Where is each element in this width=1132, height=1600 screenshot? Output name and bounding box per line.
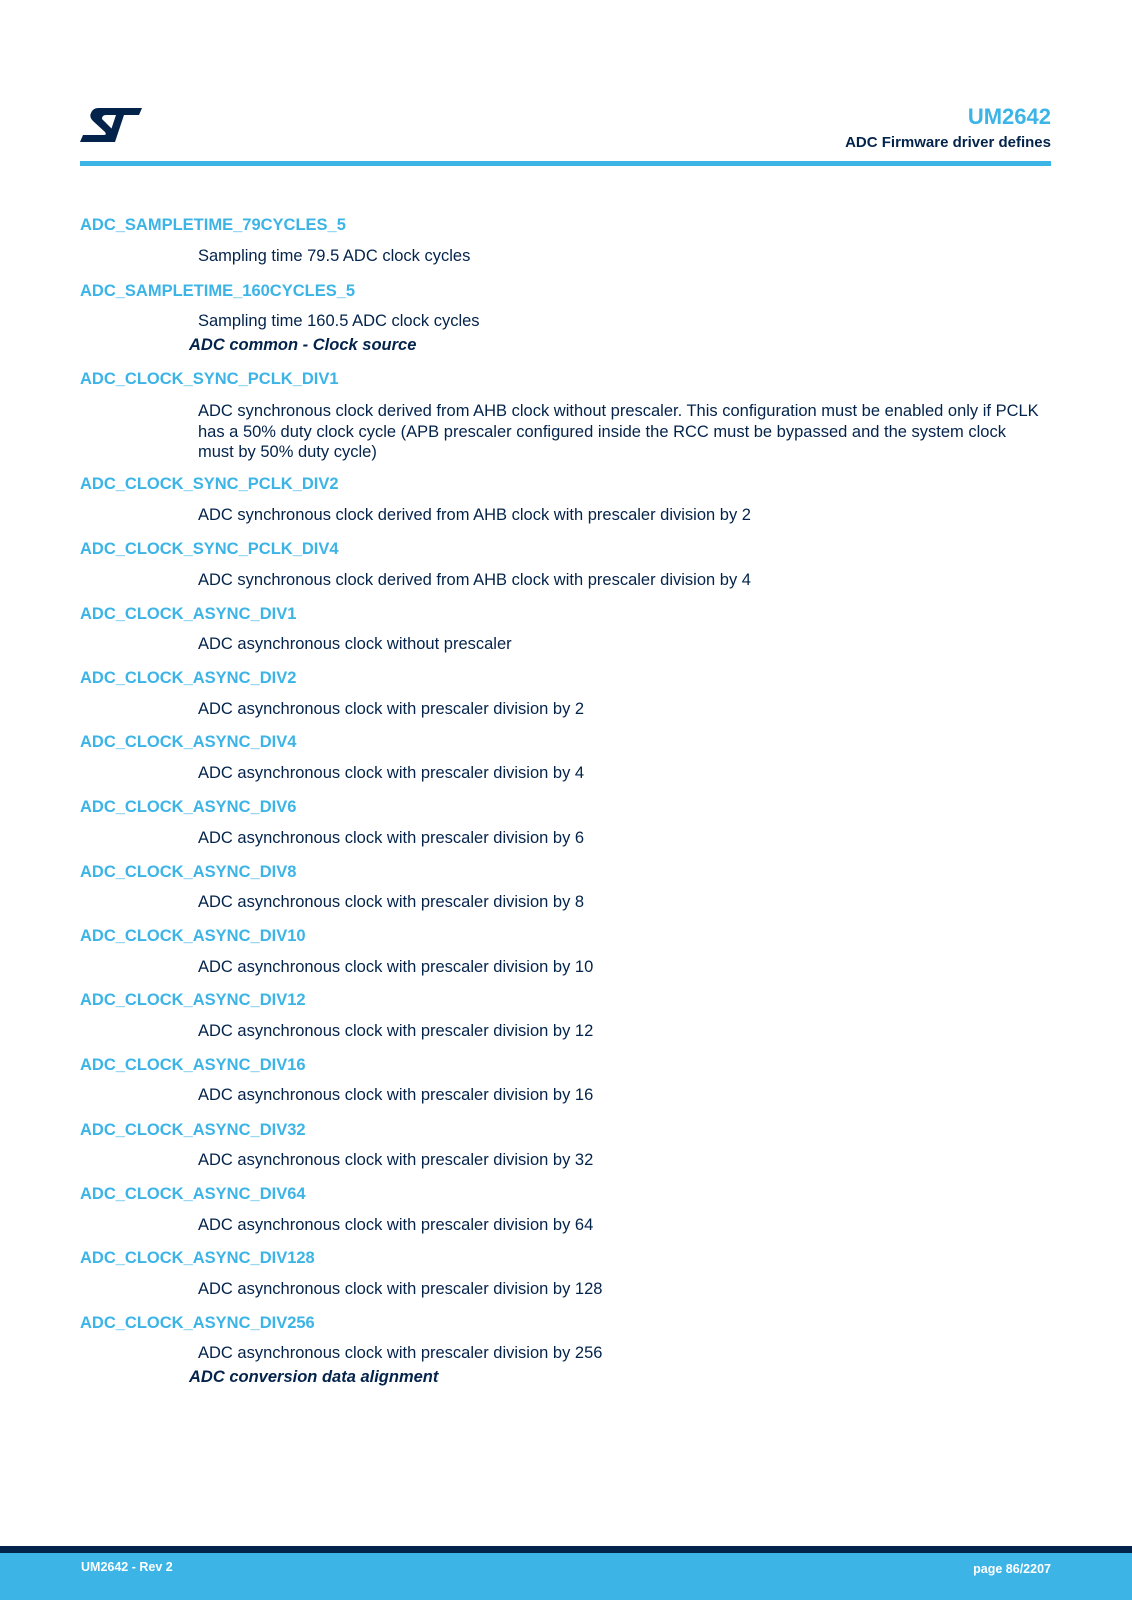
footer-revision: UM2642 - Rev 2 <box>81 1560 173 1574</box>
document-section-title: ADC Firmware driver defines <box>845 134 1051 151</box>
define-name: ADC_CLOCK_ASYNC_DIV16 <box>80 1056 306 1074</box>
header-divider <box>80 161 1051 166</box>
define-name: ADC_CLOCK_ASYNC_DIV4 <box>80 733 297 751</box>
define-name: ADC_CLOCK_SYNC_PCLK_DIV4 <box>80 540 339 558</box>
define-description: ADC synchronous clock derived from AHB clock without prescaler. This configuration must be enabled only if PCLK has a 50% duty clock cycle (APB prescaler configured inside the RCC must be bypassed and the system clock must by 50% duty cycle) <box>198 402 1039 461</box>
define-name: ADC_CLOCK_ASYNC_DIV32 <box>80 1121 306 1139</box>
define-name: ADC_CLOCK_ASYNC_DIV10 <box>80 927 306 945</box>
define-name: ADC_CLOCK_SYNC_PCLK_DIV1 <box>80 370 339 388</box>
define-name: ADC_SAMPLETIME_160CYCLES_5 <box>80 282 356 300</box>
define-name: ADC_CLOCK_ASYNC_DIV6 <box>80 798 297 816</box>
footer-page-number: page 86/2207 <box>973 1562 1051 1576</box>
define-description: ADC asynchronous clock with prescaler division by 256 <box>198 1344 603 1362</box>
footer-divider <box>0 1546 1132 1553</box>
document-id: UM2642 <box>967 104 1051 129</box>
define-name: ADC_CLOCK_ASYNC_DIV256 <box>80 1314 315 1332</box>
define-description: ADC asynchronous clock with prescaler division by 10 <box>198 958 594 976</box>
define-description: Sampling time 160.5 ADC clock cycles <box>198 312 480 330</box>
define-description: ADC asynchronous clock with prescaler division by 128 <box>198 1280 603 1298</box>
define-name: ADC_CLOCK_ASYNC_DIV64 <box>80 1185 306 1203</box>
define-description: ADC asynchronous clock with prescaler division by 2 <box>198 700 585 718</box>
define-description: ADC asynchronous clock with prescaler division by 4 <box>198 764 585 782</box>
define-name: ADC_SAMPLETIME_79CYCLES_5 <box>80 216 346 234</box>
define-description: ADC asynchronous clock with prescaler division by 64 <box>198 1216 594 1234</box>
define-description: ADC asynchronous clock without prescaler <box>198 635 512 653</box>
group-heading: ADC conversion data alignment <box>189 1368 439 1386</box>
define-name: ADC_CLOCK_ASYNC_DIV12 <box>80 991 306 1009</box>
define-description: ADC asynchronous clock with prescaler division by 12 <box>198 1022 594 1040</box>
define-name: ADC_CLOCK_ASYNC_DIV128 <box>80 1249 315 1267</box>
define-name: ADC_CLOCK_ASYNC_DIV1 <box>80 605 297 623</box>
define-name: ADC_CLOCK_ASYNC_DIV2 <box>80 669 297 687</box>
group-heading: ADC common - Clock source <box>189 336 417 354</box>
define-description: ADC asynchronous clock with prescaler division by 16 <box>198 1086 594 1104</box>
define-description: ADC asynchronous clock with prescaler division by 6 <box>198 829 585 847</box>
define-description: ADC asynchronous clock with prescaler division by 8 <box>198 893 585 911</box>
define-description: ADC synchronous clock derived from AHB clock with prescaler division by 4 <box>198 571 751 589</box>
define-name: ADC_CLOCK_ASYNC_DIV8 <box>80 863 297 881</box>
define-description: ADC asynchronous clock with prescaler division by 32 <box>198 1151 594 1169</box>
define-name: ADC_CLOCK_SYNC_PCLK_DIV2 <box>80 475 339 493</box>
st-logo-icon <box>80 108 142 142</box>
define-description: ADC synchronous clock derived from AHB clock with prescaler division by 2 <box>198 506 751 524</box>
define-description: Sampling time 79.5 ADC clock cycles <box>198 247 471 265</box>
